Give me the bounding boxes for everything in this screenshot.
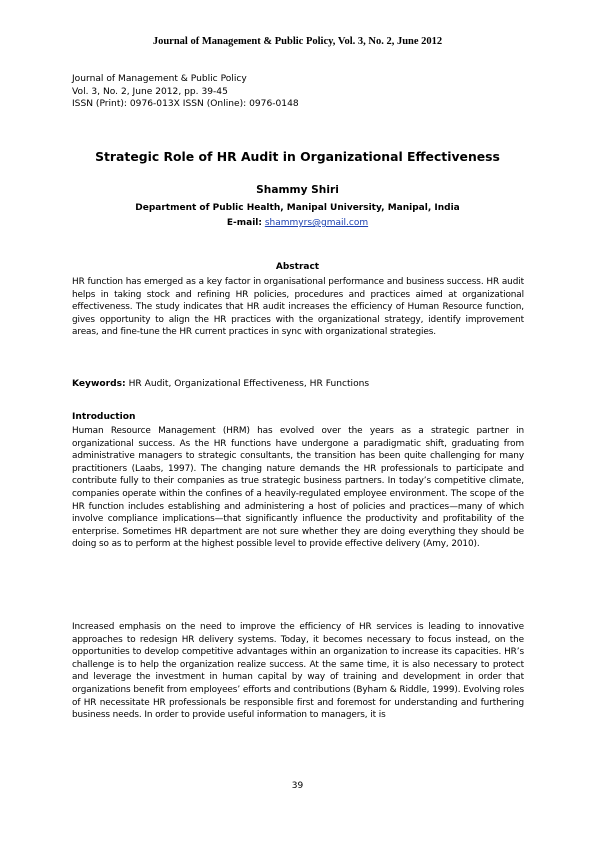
journal-meta-block [72, 73, 524, 111]
email-link[interactable]: shammyrs@gmail.com [264, 218, 369, 228]
email-label: E-mail: [226, 218, 262, 228]
volume-pages: Vol. 3, No. 2, June 2012, pp. 39-45 [72, 86, 228, 97]
introduction-paragraph-1: Human Resource Management (HRM) has evolved over the years as a strategic partner in organizational success. As the HR functions have undergone a paradigmatic shift, graduating from administrative managers to strategic consultants, the transition has been quite challenging for many practitioners (Laabs, 1997). The changing nature demands the HR professionals to participate and contribute fully to their companies as true strategic business partners. In today’s competitive climate, companies operate within the confines of a heavily-regulated employee environment. The scope of the HR function includes establishing and administering a host of policies and practices—many of which involve compliance implications—that significantly influence the productivity and profitability of the enterprise. Sometimes HR department are not sure whether they are doing everything they should be doing so as to perform at the highest possible level to provide effective delivery (Amy, 2010). [72, 426, 524, 550]
issn: ISSN (Print): 0976-013X ISSN (Online): 0976-0148 [72, 99, 299, 110]
author-affiliation: Department of Public Health, Manipal University, Manipal, India [135, 203, 460, 213]
abstract-heading: Abstract [275, 262, 320, 272]
introduction-paragraph-2: Increased emphasis on the need to improve the efficiency of HR services is leading to innovative approaches to redesign HR delivery systems. Today, it becomes necessary to focus instead, on the opportunities to develop competitive advantages within an organization to increase its capacities. HR’s challenge is to help the organization realize success. At the same time, it is also necessary to protect and leverage the investment in human capital by way of training and development in order that organizations benefit from employees’ efforts and contributions (Byham & Riddle, 1999). Evolving roles of HR necessitate HR professionals be responsible first and foremost for understanding and furthering business needs. In order to provide useful information to managers, it is [72, 622, 524, 721]
keywords-label: Keywords: [72, 379, 126, 389]
page-number: 39 [291, 781, 304, 791]
abstract-text: HR function has emerged as a key factor in organisational performance and business success. HR audit helps in taking stock and refining HR policies, procedures and practices aimed at organizational effectiveness. The study indicates that HR audit increases the efficiency of Human Resource function, gives opportunity to align the HR practices with the organizational strategy, identify improvement areas, and fine-tune the HR current practices in sync with organizational strategies. [72, 277, 524, 338]
introduction-heading: Introduction [72, 412, 136, 422]
article-title: Strategic Role of HR Audit in Organizational Effectiveness [95, 149, 500, 164]
keywords-text: HR Audit, Organizational Effectiveness, HR Functions [128, 379, 370, 389]
author-name: Shammy Shiri [256, 184, 339, 196]
journal-name: Journal of Management & Public Policy [72, 74, 247, 84]
author-email [0, 218, 595, 228]
keywords-line [72, 378, 524, 391]
running-header: Journal of Management & Public Policy, Vol. 3, No. 2, June 2012 [152, 36, 443, 47]
